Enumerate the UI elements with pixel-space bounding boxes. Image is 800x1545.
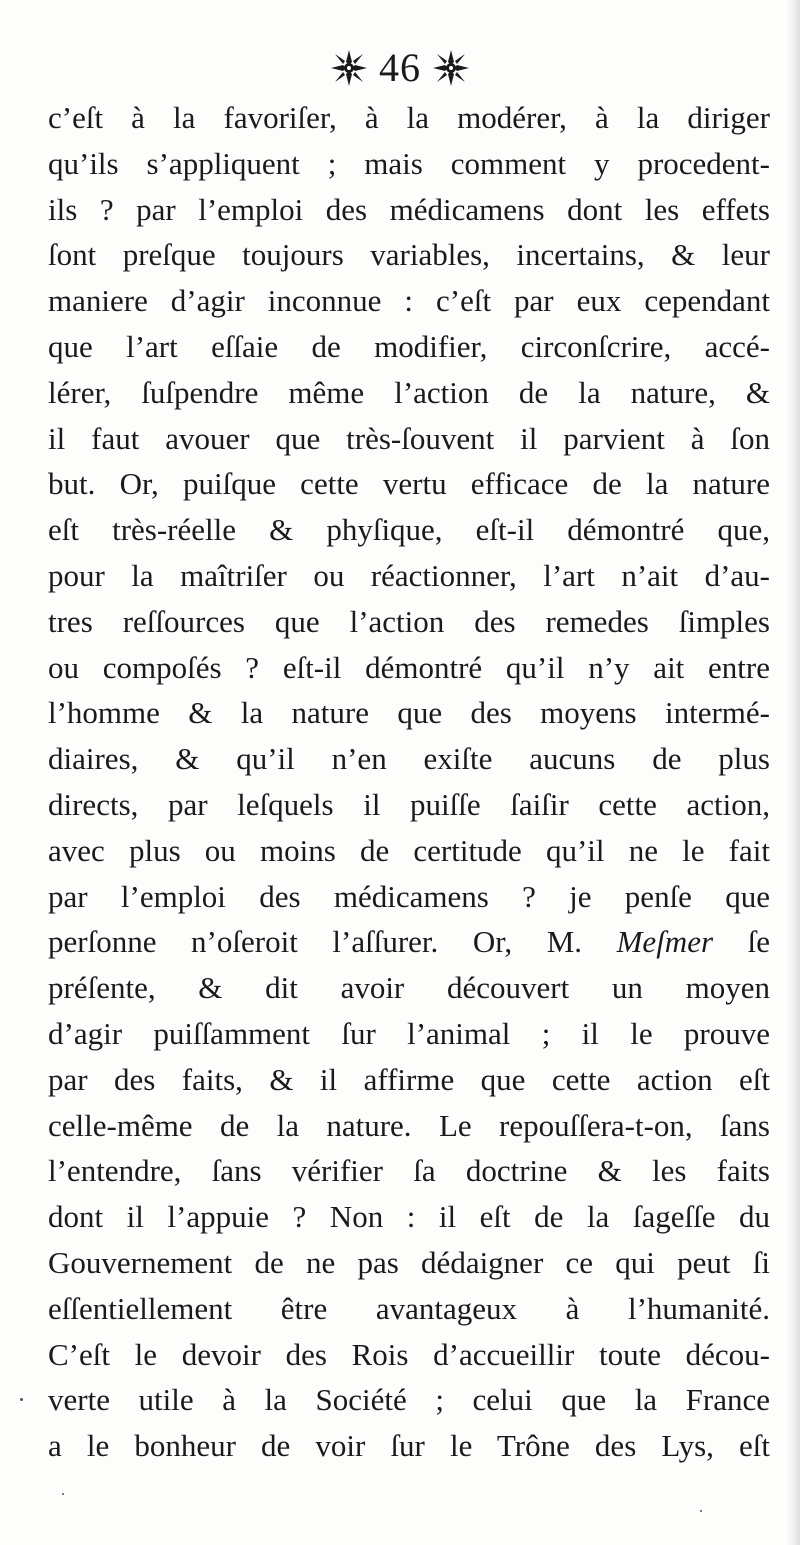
text-line: ils ? par l’emploi des médicamens dont les effets: [48, 191, 770, 227]
text-line: a le bonheur de voir ſur le Trône des Lys, eſt: [48, 1428, 770, 1464]
text-line: diaires, & qu’il n’en exiſte aucuns de plus: [48, 741, 770, 777]
text-line: que l’art eſſaie de modifier, circonſcrire, accé-: [48, 328, 770, 364]
text-line: par des faits, & il affirme que cette action eſt: [48, 1061, 770, 1097]
text-line: l’homme & la nature que des moyens intermé-: [48, 695, 770, 731]
text-line: dont il l’appuie ? Non : il eſt de la ſageſſe du: [48, 1199, 770, 1235]
text-segment: ſe: [713, 924, 770, 960]
text-line: pour la maîtriſer ou réactionner, l’art n’ait d’au-: [48, 557, 770, 593]
text-line: but. Or, puiſque cette vertu efficace de la nature: [48, 466, 770, 502]
text-line: il faut avouer que très-ſouvent il parvient à ſon: [48, 420, 770, 456]
page-number: 46: [379, 45, 421, 90]
text-line: avec plus ou moins de certitude qu’il ne le fait: [48, 832, 770, 868]
paper-speck: [700, 1510, 702, 1512]
text-line: verte utile à la Société ; celui que la France: [48, 1382, 770, 1418]
scan-shadow-edge: [786, 0, 800, 1545]
text-line: ou compoſés ? eſt-il démontré qu’il n’y ait entre: [48, 649, 770, 685]
text-line: c’eſt à la favoriſer, à la modérer, à la diriger: [48, 100, 770, 135]
italic-name: Meſmer: [616, 924, 714, 960]
fleuron-left-icon: [329, 48, 369, 88]
paper-speck: [62, 1493, 64, 1495]
page-header: [0, 38, 800, 98]
text-segment: perſonne n’oſeroit l’aſſurer. Or, M.: [48, 924, 617, 960]
paper-speck: [20, 1398, 23, 1401]
text-line: par l’emploi des médicamens ? je penſe que: [48, 878, 770, 914]
text-line: eſſentiellement être avantageux à l’humanité.: [48, 1290, 770, 1326]
text-line: d’agir puiſſamment ſur l’animal ; il le prouve: [48, 1015, 770, 1051]
text-line-with-italic: [48, 919, 770, 965]
text-line: tres reſſources que l’action des remedes ſimples: [48, 603, 770, 639]
fleuron-right-icon: [431, 48, 471, 88]
text-line: préſente, & dit avoir découvert un moyen: [48, 970, 770, 1006]
text-line: maniere d’agir inconnue : c’eſt par eux cependant: [48, 283, 770, 319]
body-text: [48, 95, 770, 1469]
text-line: qu’ils s’appliquent ; mais comment y procedent-: [48, 145, 770, 181]
text-line: eſt très-réelle & phyſique, eſt-il démontré que,: [48, 512, 770, 548]
text-line: Gouvernement de ne pas dédaigner ce qui peut ſi: [48, 1244, 770, 1280]
text-line: C’eſt le devoir des Rois d’accueillir toute décou-: [48, 1336, 770, 1372]
text-line: lérer, ſuſpendre même l’action de la nature, &: [48, 374, 770, 410]
text-line: ſont preſque toujours variables, incertains, & leur: [48, 237, 770, 273]
text-line: l’entendre, ſans vérifier ſa doctrine & les faits: [48, 1153, 770, 1189]
text-line: directs, par leſquels il puiſſe ſaiſir cette action,: [48, 786, 770, 822]
text-line: celle-même de la nature. Le repouſſera-t-on, ſans: [48, 1107, 770, 1143]
